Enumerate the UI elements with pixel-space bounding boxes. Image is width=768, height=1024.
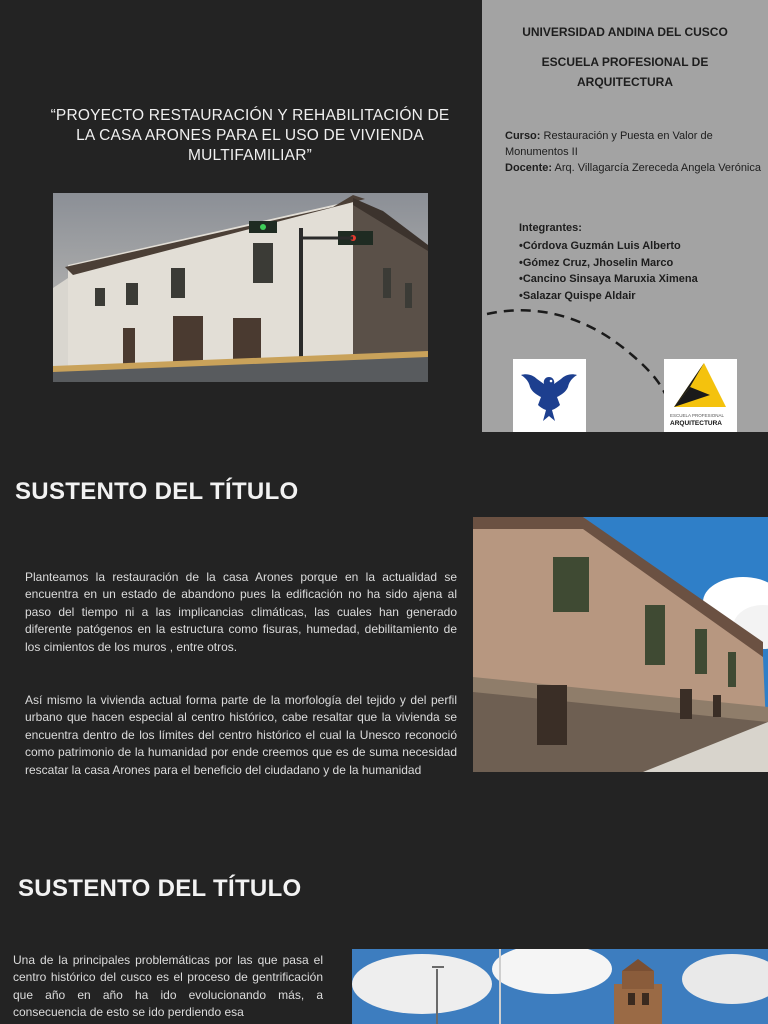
section-title: SUSTENTO DEL TÍTULO <box>15 478 299 505</box>
section-paragraph: Así mismo la vivienda actual forma parte de la morfología del tejido y del perfil urbano que hacen especial al centro histórico, cabe resaltar que la vivienda se encuentra dentro de los límites del centro histórico el cual la Unesco reconoció como patrimonio de la humanidad por ende creemos que es de suma necesidad rescatar la casa Arones para el beneficio del ciudadano y de la humanidad <box>25 693 457 777</box>
historic-center-photo <box>352 949 768 1024</box>
facade-illustration <box>473 517 768 772</box>
logo-caption-small: ESCUELA PROFESIONAL <box>670 413 725 418</box>
architecture-a-logo-icon <box>664 359 737 411</box>
casa-arones-street-illustration <box>53 193 428 382</box>
architecture-school-logo <box>664 359 737 432</box>
course-label: Curso: <box>505 130 541 142</box>
university-name: UNIVERSIDAD ANDINA DEL CUSCO <box>522 25 728 39</box>
section-paragraph: Una de la principales problemáticas por las que pasa el centro histórico del cusco es el proceso de gentrificación que año en año ha ido evolucionando más, a consecuencia de esto se ido perdiendo esa <box>13 953 323 1020</box>
section-title: SUSTENTO DEL TÍTULO <box>18 875 302 902</box>
team-members-list <box>519 238 698 304</box>
course-line <box>505 128 763 160</box>
school-name <box>482 52 768 92</box>
teacher-value: Arq. Villagarcía Zereceda Angela Verónica <box>554 162 761 174</box>
team-member: •Salazar Quispe Aldair <box>519 289 636 302</box>
teacher-line <box>505 160 763 176</box>
casa-arones-facade-photo <box>473 517 768 772</box>
casa-arones-street-photo <box>53 193 428 382</box>
logo-caption-big: ARQUITECTURA <box>670 420 722 427</box>
course-info <box>505 128 763 176</box>
condor-emblem-icon <box>513 359 586 432</box>
project-title: “PROYECTO RESTAURACIÓN Y REHABILITACIÓN DE LA CASA ARONES PARA EL USO DE VIVIENDA MULTIFAMILIAR” <box>50 107 450 164</box>
team-member: •Cancino Sinsaya Maruxia Ximena <box>519 273 698 285</box>
course-info-panel <box>482 0 768 432</box>
historic-center-illustration <box>352 949 768 1024</box>
university-emblem-logo <box>513 359 586 432</box>
school-name-text: ESCUELA PROFESIONAL DE ARQUITECTURA <box>541 55 709 89</box>
team-member: •Gómez Cruz, Jhoselin Marco <box>519 256 674 269</box>
team-member: •Córdova Guzmán Luis Alberto <box>519 240 681 252</box>
team-title: Integrantes: <box>519 222 582 234</box>
teacher-label: Docente: <box>505 162 553 174</box>
course-value: Restauración y Puesta en Valor de Monumentos II <box>505 130 713 158</box>
section-paragraph: Planteamos la restauración de la casa Arones porque en la actualidad se encuentra en un estado de abandono pues la edificación no ha sido ajena al paso del tiempo ni a las implicancias climáticas, las cuales han generado diferente patógenos en la estructura como fisuras, humedad, debilitamiento de los cimientos de los muros , entre otros. <box>25 570 457 654</box>
